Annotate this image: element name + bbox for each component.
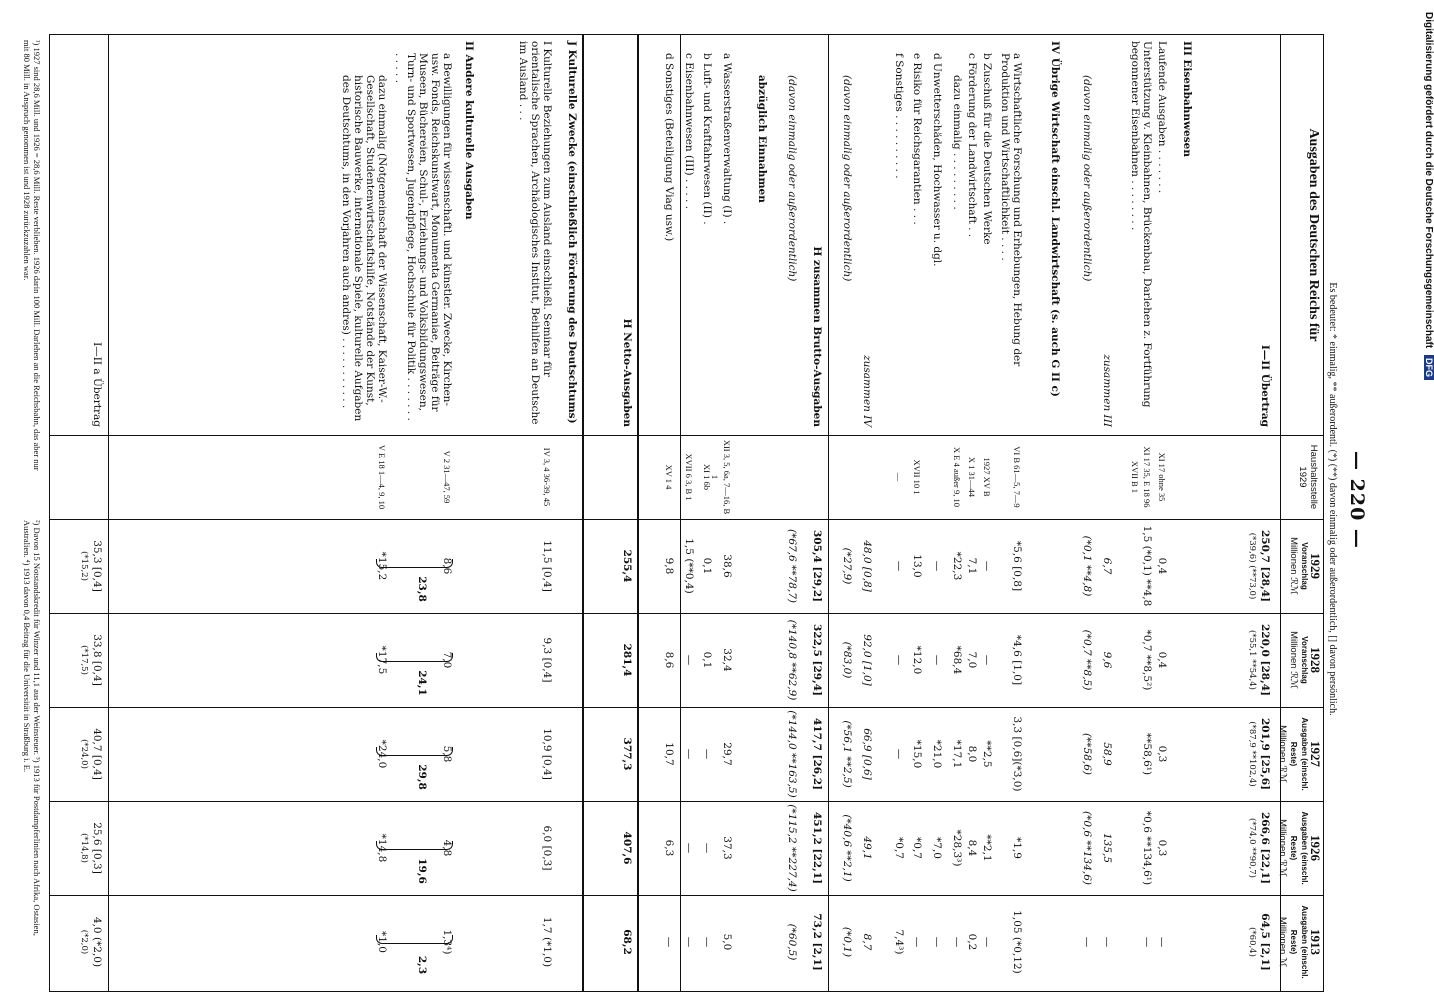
brace-total: 23,8 [416, 576, 428, 602]
value-cell: 64,5 [2,1] [1259, 913, 1271, 971]
value-cell: 8,4 [966, 839, 978, 857]
value-cell: *12,0 [911, 645, 923, 675]
value-cell: *68,4 [951, 645, 963, 675]
value-cell: 4,8 [441, 839, 453, 857]
budget-item-ref: XI 17 ohne 35 [1157, 452, 1167, 502]
value-cell: 0,2 [966, 933, 978, 951]
value-cell: *24,0 [376, 739, 388, 769]
brace-total: 19,6 [416, 858, 428, 884]
value-cell: **2,1 [981, 834, 993, 862]
brace-mark [376, 559, 453, 568]
value-cell: 25,6 [0,3] [91, 822, 103, 874]
value-cell: 11,5 [0,4] [541, 540, 553, 592]
brace-mark [376, 747, 453, 756]
row-label: dazu einmalig . . . . . . . . . [951, 75, 963, 210]
column-header-description: Ausgaben des Deutschen Reichs für [1306, 128, 1321, 342]
row-divider [680, 35, 681, 991]
value-cell: (*0,6 **134,6) [1081, 810, 1093, 886]
value-cell: 9,8 [663, 557, 675, 575]
budget-item-ref: V E 18 1—4, 9, 10 [377, 444, 387, 510]
budget-item-ref: V 2 31—47, 59 [442, 450, 452, 504]
value-cell: **2,5 [981, 740, 993, 768]
value-cell: 1,7 (*1,0) [541, 916, 553, 968]
value-cell: — [981, 654, 993, 666]
row-label: d Sonstiges (Beteiligung Viag usw.) [663, 53, 675, 242]
row-label: abzüglich Einnahmen [756, 75, 768, 203]
value-cell: 37,3 [721, 836, 733, 860]
row-label: H Netto-Ausgaben [621, 318, 633, 427]
column-header-budget-item: Haushaltsstelle 1929 [1297, 444, 1319, 510]
budget-item-ref: XVII 6 3, B 1 [684, 453, 694, 501]
row-label: b Zuschuß für die Deutschen Werke [981, 53, 993, 245]
year-unit: Millionen ℛℳ [1288, 631, 1299, 689]
row-label: zusammen III [1101, 354, 1113, 427]
value-cell: 407,6 [621, 831, 633, 865]
value-cell: 10,9 [0,4] [541, 728, 553, 780]
value-cell: 5,0 [721, 933, 733, 951]
value-cell: — [683, 936, 695, 948]
budget-item-ref: — [894, 472, 904, 482]
row-label: Unterstützung v. Kleinbahnen, Brückenbau, Darlehen z. Fortführung begonnener Eisenbahnen . . . . . . . . [1129, 41, 1153, 408]
value-cell: 6,0 [0,3] [541, 825, 553, 871]
budget-item-ref: XI 1 6b [702, 464, 712, 490]
budget-item-ref: XVII 10 1 [912, 459, 922, 495]
year-subtitle: Ausgaben (einschl. Reste) [1289, 717, 1309, 791]
value-cell: *17,1 [951, 739, 963, 769]
row-divider [582, 35, 584, 991]
legend-line: Es bedeutet: * einmalig, ** außerordentl. (*) (**) davon einmalig oder außerordentlich, [] davon persönlich. [1327, 282, 1338, 716]
year-subtitle: Voranschlag [1300, 636, 1309, 684]
row-label: a Bewilligungen für wissenschaftl. und künstler. Zwecke, Kirchen- usw. Fonds, Reichskunstwart, Monumenta Germaniae, Beiträge für Museen, Büchereien, Schul-, Erziehungs- und Volksbildungswesen, Turn- und Sportwesen, Jugendpflege, Hochschule für Politik . . . . . . . . . . . . [393, 53, 453, 421]
dfg-note [1423, 12, 1434, 380]
value-cell: *14,8 [376, 833, 388, 863]
row-label: J Kulturelle Zwecke (einschließlich Förderung des Deutschtums) [566, 41, 578, 424]
value-cell: **58,6¹) [1141, 732, 1153, 776]
value-subnote: (*55,1 **54,4) [1247, 630, 1257, 690]
value-subnote: (*24,0) [79, 739, 89, 769]
year-unit: Millionen ℛℳ [1277, 725, 1288, 783]
value-cell: 32,4 [721, 648, 733, 672]
value-cell: *5,6 [0,8] [1011, 540, 1023, 592]
value-cell: — [701, 842, 713, 854]
value-subnote: (*39,6) (**73,0) [1247, 532, 1257, 600]
column-header-year [1288, 613, 1321, 707]
value-cell: *15,0 [911, 739, 923, 769]
value-subnote: (*2,0) [79, 929, 89, 955]
brace-mark [376, 841, 453, 850]
value-cell: — [1141, 936, 1153, 948]
value-cell: (*144,0 **163,5) [786, 710, 798, 798]
footnote-2: ²) Davon 15 Notstandskredit für Winzer und 11,1 aus der Weinsteuer. ³) 1913 für Postdampferlinien nach Afrika, Ostasien, Australien. ⁴) 1913 davon 0,4 Beitrag für die Universität in Straßburg i. E. [22, 520, 42, 936]
budget-item-ref: 1927 XV B [982, 457, 992, 497]
value-cell: — [893, 654, 905, 666]
row-label: I—II Übertrag [1259, 344, 1271, 427]
value-cell: — [951, 936, 963, 948]
value-cell: 35,3 [0,4] [91, 540, 103, 592]
value-cell: — [1101, 936, 1113, 948]
brace-mark [376, 935, 453, 944]
column-divider [50, 895, 1323, 896]
value-cell: 58,9 [1101, 742, 1113, 766]
value-cell: 281,4 [621, 643, 633, 677]
value-cell: 29,7 [721, 742, 733, 766]
value-cell: 38,6 [721, 554, 733, 578]
value-cell: — [893, 748, 905, 760]
value-cell: — [1081, 936, 1093, 948]
year-subtitle: Voranschlag [1300, 542, 1309, 590]
value-cell: *0,7 [893, 837, 905, 859]
value-cell: 6,7 [1101, 557, 1113, 575]
year-subtitle: Ausgaben (einschl. Reste) [1289, 811, 1309, 885]
row-label: f Sonstiges . . . . . . . . . . [893, 53, 905, 179]
row-label: IV Übrige Wirtschaft einschl. Landwirtschaft (s. auch G II c) [1049, 41, 1061, 397]
row-label: Laufende Ausgaben . . . . . . . [1156, 41, 1168, 194]
row-label: e Risiko für Reichsgarantien . . . [911, 53, 923, 225]
dfg-note-text: Digitalisierung gefördert durch die Deutsche Forschungsgemeinschaft [1423, 12, 1434, 349]
value-cell: 1,05 (*0,12) [1011, 910, 1023, 974]
value-cell: 266,6 [22,1] [1259, 811, 1271, 885]
value-cell: 1,5 (**0,4) [683, 538, 695, 594]
value-cell: (*0,1 **4,8) [1081, 535, 1093, 597]
row-label: III Eisenbahnwesen [1181, 41, 1193, 157]
row-label: I—II a Übertrag [91, 342, 103, 427]
budget-item-ref: XII 3, 5, 6a, 7—16, B 1 [710, 439, 732, 515]
value-cell: 0,4 [1156, 557, 1168, 575]
value-subnote: (*87,9 **102,4) [1247, 721, 1257, 787]
row-divider [637, 35, 639, 991]
row-divider [828, 35, 829, 991]
value-cell: 68,2 [621, 929, 633, 955]
year-subtitle: Ausgaben (einschl. Reste) [1289, 905, 1309, 979]
value-subnote: (*74,0 **90,7) [1247, 818, 1257, 878]
value-cell: *4,6 [1,0] [1011, 634, 1023, 686]
value-cell: 7,0 [966, 651, 978, 669]
value-cell: 73,2 [2,1] [811, 913, 823, 971]
value-cell: *1,0 [376, 931, 388, 953]
value-cell: — [893, 560, 905, 572]
value-cell: 8,6 [663, 651, 675, 669]
value-cell: *1,9 [1011, 837, 1023, 859]
column-header-year [1277, 895, 1321, 989]
row-divider [108, 35, 109, 991]
value-cell: 3,3 [0,6](*3,0) [1011, 716, 1023, 792]
row-label: c Förderung der Landwirtschaft . . [966, 53, 978, 238]
value-cell: 305,4 [29,2] [811, 529, 823, 603]
value-cell: *28,3³) [951, 829, 963, 867]
year-label: 1928 [1308, 647, 1323, 673]
budget-item-ref: X E 4 außer 9, 10 [952, 447, 962, 507]
value-cell: (**58,6) [1081, 732, 1093, 776]
row-label: H zusammen Brutto-Ausgaben [811, 246, 823, 427]
column-divider [50, 707, 1323, 708]
row-label: II Andere kulturelle Ausgaben [463, 41, 475, 220]
row-label: dazu einmalig (Notgemeinschaft der Wissenschaft, Kaiser-W.-Gesellschaft, Studentenwirtschaftshilfe, Notstände der Kunst, historische Bauwerke, internationale Spiele, kulturelle Aufgaben des Deutschtums, in den Vorjahren auch andres) . . . . . . . . . . . [340, 75, 388, 422]
value-cell: *7,0 [931, 837, 943, 859]
value-cell: *21,0 [931, 739, 943, 769]
year-unit: Millionen ℳ [1277, 916, 1288, 968]
row-label: zusammen IV [861, 355, 873, 427]
value-cell: 0,3 [1156, 839, 1168, 857]
value-cell: — [911, 936, 923, 948]
row-label: a Wirtschaftliche Forschung und Erhebungen, Hebung der Produktion und Wirtschaftlichkeit . . . . [999, 53, 1023, 367]
budget-item-ref: XV 1 4 [664, 464, 674, 490]
brace-mark [376, 653, 453, 662]
value-cell: 40,7 [0,4] [91, 728, 103, 780]
row-label: c Eisenbahnwesen (III) . . . . . [683, 53, 695, 210]
value-cell: (*0,1) [841, 926, 853, 958]
brace-total: 24,1 [416, 670, 428, 696]
value-cell: 322,5 [29,4] [811, 623, 823, 697]
value-cell: 250,7 [28,4] [1259, 529, 1271, 603]
value-cell: 7,4³) [893, 929, 905, 955]
page-number: — 220 — [1346, 451, 1368, 549]
value-cell: — [981, 936, 993, 948]
brace-total: 2,3 [416, 955, 428, 975]
value-cell: 33,8 [0,4] [91, 634, 103, 686]
value-cell: *0,7 **8,5²) [1141, 629, 1153, 691]
value-cell: 7,1 [966, 557, 978, 575]
budget-item-ref: X 1 31—44 [967, 456, 977, 498]
value-cell: 13,0 [911, 554, 923, 578]
brace-total: 29,8 [416, 764, 428, 790]
value-cell: (*0,7 **8,5) [1081, 629, 1093, 691]
value-cell: 9,6 [1101, 651, 1113, 669]
value-cell: 201,9 [25,6] [1259, 717, 1271, 791]
column-divider [50, 613, 1323, 614]
year-unit: Millionen ℛℳ [1277, 819, 1288, 877]
year-label: 1926 [1308, 835, 1323, 861]
value-cell: 6,3 [663, 839, 675, 857]
column-header-year [1277, 801, 1321, 895]
value-cell: 4,0 (*2,0) [91, 916, 103, 968]
column-header-year [1288, 519, 1321, 613]
budget-item-ref: IV 3, 4 36-39, 45 [542, 447, 552, 507]
value-cell: *15,2 [376, 551, 388, 581]
column-divider [50, 801, 1323, 802]
value-cell: — [701, 748, 713, 760]
value-cell: (*115,2 **227,4) [786, 804, 798, 892]
value-cell: (*83,0) [841, 641, 853, 679]
value-subnote: (*60,4) [1247, 927, 1257, 957]
value-cell: 49,1 [861, 836, 873, 860]
value-cell: 451,2 [22,1] [811, 811, 823, 885]
value-cell: 8,7 [861, 933, 873, 951]
value-cell: 0,4 [1156, 651, 1168, 669]
value-cell: (*140,8 **62,9) [786, 619, 798, 701]
value-cell: 0,1 [701, 557, 713, 575]
value-cell: *0,7 [911, 837, 923, 859]
dfg-logo: DFG [1424, 355, 1434, 380]
value-cell: — [931, 936, 943, 948]
value-cell: — [931, 654, 943, 666]
value-cell: 8,0 [966, 745, 978, 763]
value-cell: — [663, 936, 675, 948]
value-cell: — [683, 842, 695, 854]
value-cell: (*60,5) [786, 923, 798, 961]
value-cell: *17,5 [376, 645, 388, 675]
row-label: I Kulturelle Beziehungen zum Ausland einschließl. Seminar für orientalische Sprachen, Archäologisches Institut, Beihilfen an Deutsche im Ausland . . . [517, 41, 553, 425]
value-cell: — [981, 560, 993, 572]
value-cell: 1,3⁴) [441, 929, 453, 955]
row-label: d Unwetterschäden, Hochwasser u. dgl. [931, 53, 943, 267]
row-label: a Wasserstraßenverwaltung (I) . [721, 53, 733, 225]
budget-item-ref: XI 17 35, E 18 96 XVII B 1 [1130, 446, 1152, 508]
value-cell: 92,0 [1,0] [861, 634, 873, 686]
value-cell: 377,3 [621, 737, 633, 771]
value-cell: (*56,1 **2,5) [841, 720, 853, 788]
expenditure-table [49, 34, 1324, 992]
value-cell: — [683, 748, 695, 760]
year-label: 1913 [1308, 929, 1323, 955]
value-cell: (*40,6 **2,1) [841, 814, 853, 882]
value-cell: (*67,6 **78,7) [786, 528, 798, 604]
column-divider [50, 435, 1323, 436]
row-label: (davon einmalig oder außerordentlich) [786, 75, 798, 282]
value-cell: 7,0 [441, 651, 453, 669]
value-cell: 48,0 [0,8] [861, 540, 873, 592]
value-cell: 9,3 [0,4] [541, 637, 553, 683]
value-cell: 0,3 [1156, 745, 1168, 763]
value-cell: 66,9 [0,6] [861, 728, 873, 780]
value-subnote: (*15,2) [79, 551, 89, 581]
year-label: 1927 [1308, 741, 1323, 767]
value-subnote: (*14,8) [79, 833, 89, 863]
value-cell: — [931, 560, 943, 572]
value-cell: (*27,9) [841, 547, 853, 585]
value-cell: 10,7 [663, 742, 675, 766]
value-cell: 0,1 [701, 651, 713, 669]
value-cell: — [701, 936, 713, 948]
value-subnote: (*17,5) [79, 645, 89, 675]
value-cell: *22,3 [951, 551, 963, 581]
value-cell: 220,0 [28,4] [1259, 623, 1271, 697]
value-cell: — [683, 654, 695, 666]
budget-item-ref: VI B 61—5, 7—9 [1012, 446, 1022, 508]
row-label: b Luft- und Kraftfahrwesen (II) . [701, 53, 713, 225]
column-divider [50, 519, 1323, 520]
value-cell: *0,6 **134,6¹) [1141, 810, 1153, 886]
value-cell: 255,4 [621, 549, 633, 583]
row-label: (davon einmalig oder außerordentlich) [841, 75, 853, 282]
year-label: 1929 [1308, 553, 1323, 579]
value-cell: 5,8 [441, 745, 453, 763]
footnote-1: ¹) 1927 sind 28,6 Mill. und 1926 = 28,6 Mill. Reste verblieben. 1926 darin 100 Mill. Darlehen an die Reichsbahn, das aber nur mit 80 Mill. in Anspruch genommen ist und 1928 zurückzuzahlen war. [22, 40, 42, 471]
value-cell: 1,5 (*0,1) **4,8 [1141, 525, 1153, 607]
value-cell: — [1156, 936, 1168, 948]
row-label: (davon einmalig oder außerordentlich) [1081, 75, 1093, 282]
value-cell: 135,5 [1101, 832, 1113, 864]
year-unit: Millionen ℛℳ [1288, 537, 1299, 595]
value-cell: 8,6 [441, 557, 453, 575]
column-header-year [1277, 707, 1321, 801]
value-cell: 417,7 [26,2] [811, 717, 823, 791]
